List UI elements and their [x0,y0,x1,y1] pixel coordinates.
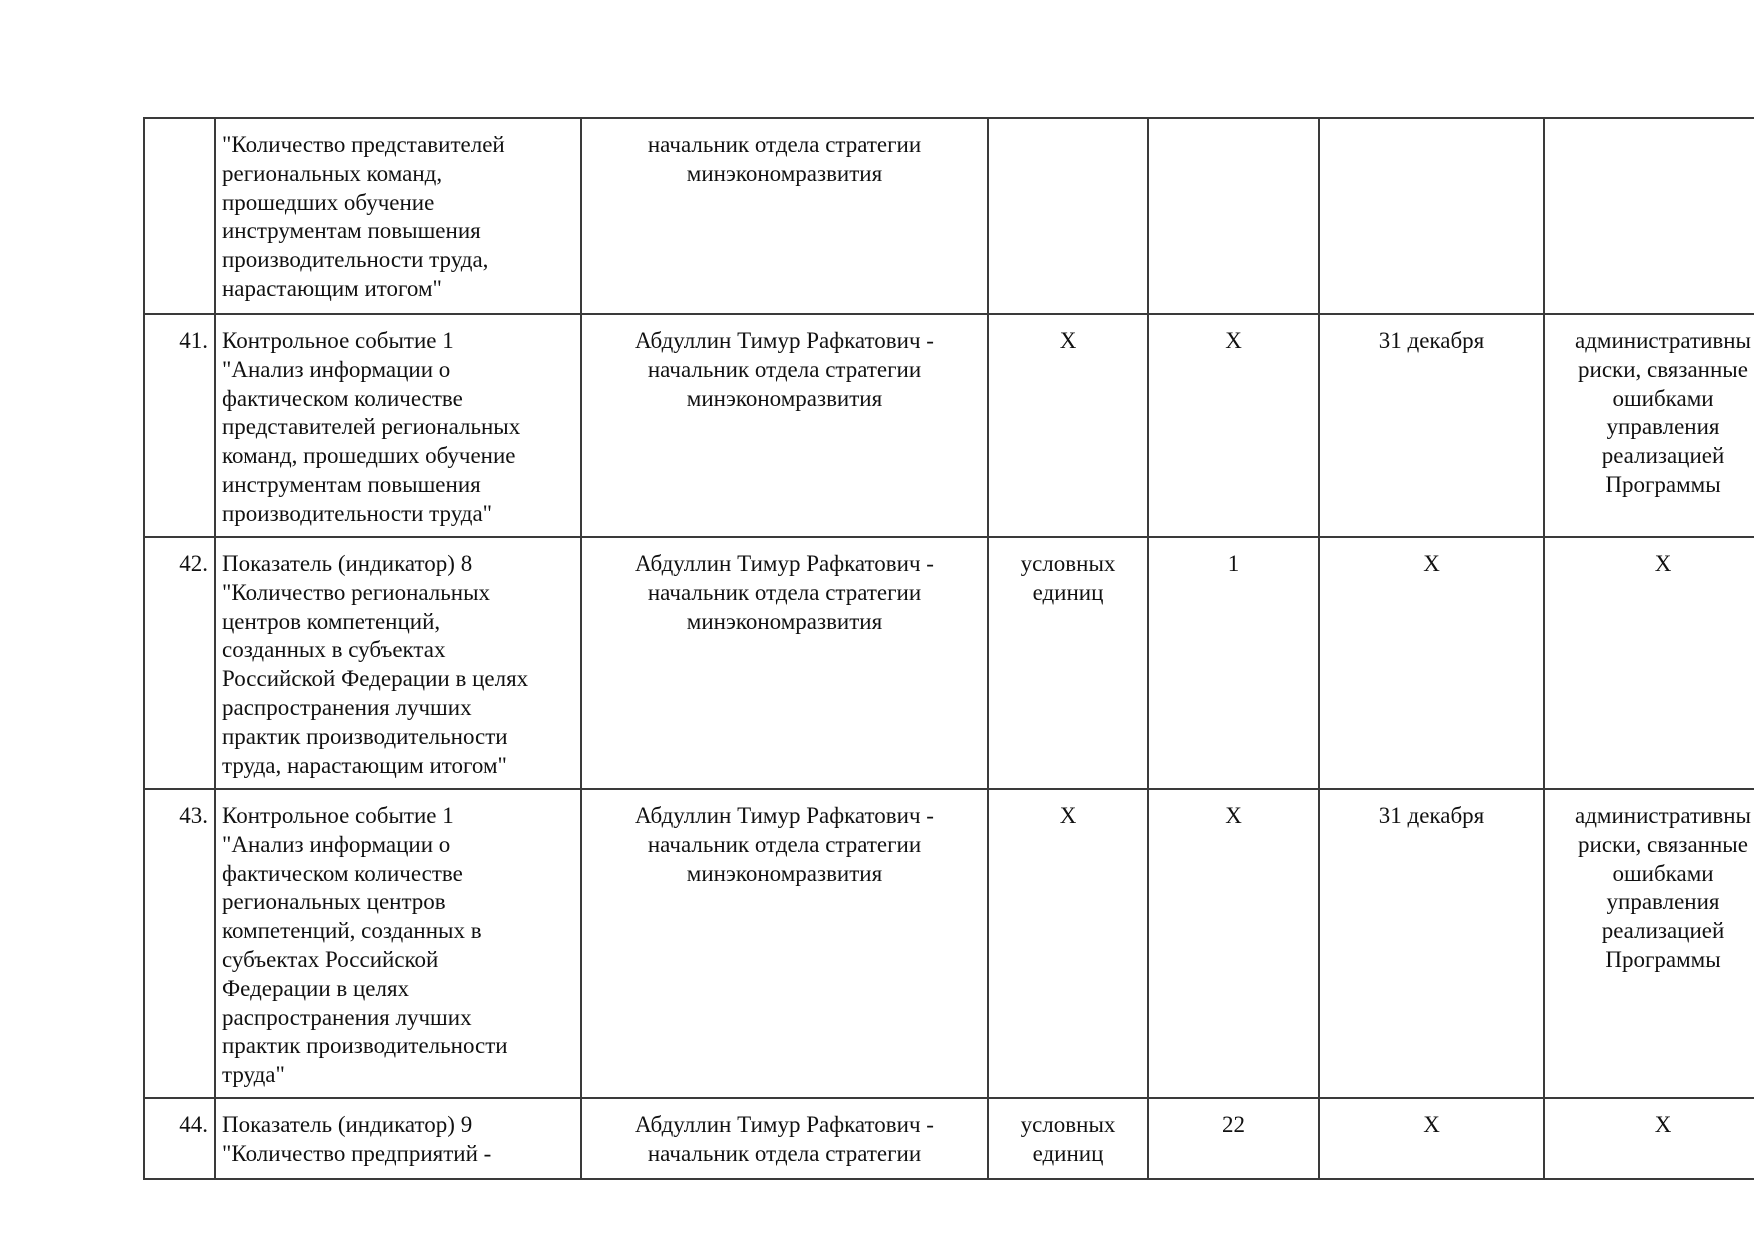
risk-line: X [1654,1112,1672,1137]
unit-line: условных [1020,551,1116,576]
name-line: Контрольное событие 1 [222,803,454,828]
risk-cell [1544,537,1754,789]
name-line: региональных центров [222,889,446,915]
row-number-cell: 43. [144,789,215,1098]
risk-line: управления [1606,889,1720,915]
indicator-name-cell [215,537,581,789]
table-row [144,118,1754,314]
value-cell: X [1148,314,1319,537]
date-cell: X [1319,537,1544,789]
name-line: представителей региональных [222,414,521,440]
risk-text [1558,327,1754,500]
row-number-cell: 42. [144,537,215,789]
name-line: прошедших обучение [222,189,435,215]
responsible-line: начальник отдела стратегии [647,1140,922,1166]
name-line: труда" [222,1062,285,1088]
risk-text [1558,550,1754,579]
responsible-cell [581,1098,988,1179]
name-line: "Анализ информации о [222,831,451,857]
name-line: практик производительности [222,723,508,749]
risk-cell [1544,118,1754,314]
date-cell: 31 декабря [1319,314,1544,537]
table-row [144,314,1754,537]
name-line: центров компетенций, [222,608,441,634]
unit-cell [988,314,1148,537]
name-line: нарастающим итогом" [222,275,442,301]
name-line: труда, нарастающим итогом" [222,752,507,778]
name-line: Федерации в целях [222,975,410,1001]
name-line: "Анализ информации о [222,356,451,382]
row-number-cell [144,118,215,314]
program-plan-table [143,117,1754,1180]
risk-cell [1544,314,1754,537]
unit-line: единиц [1032,579,1104,605]
value-cell: X [1148,789,1319,1098]
unit-cell [988,118,1148,314]
name-line: компетенций, созданных в [222,918,482,944]
responsible-line: минэкономразвития [686,160,883,186]
responsible-cell [581,118,988,314]
responsible-line: минэкономразвития [686,860,883,886]
name-line: распространения лучших [222,694,472,720]
name-line: созданных в субъектах [222,637,446,663]
name-line: региональных команд, [222,160,443,186]
event-name-cell [215,118,581,314]
risk-line: ошибками [1612,860,1714,886]
event-name-cell [215,789,581,1098]
table-body [144,118,1754,1179]
unit-line: единиц [1032,1140,1104,1166]
unit-cell [988,1098,1148,1179]
value-cell: 22 [1148,1098,1319,1179]
responsible-line: минэкономразвития [686,608,883,634]
name-line: команд, прошедших обучение [222,443,516,469]
risk-line: риски, связанные [1578,356,1748,382]
unit-cell [988,537,1148,789]
responsible-cell [581,537,988,789]
date-cell [1319,118,1544,314]
name-line: Показатель (индикатор) 8 [222,551,473,576]
responsible-cell [581,314,988,537]
name-line: "Количество представителей [222,132,505,157]
unit-line: X [1059,803,1077,828]
row-number-cell: 44. [144,1098,215,1179]
name-line: инструментам повышения [222,218,481,244]
risk-line: X [1654,551,1672,576]
indicator-name-cell [215,1098,581,1179]
name-line: субъектах Российской [222,946,439,972]
name-line: Контрольное событие 1 [222,328,454,353]
value-cell [1148,118,1319,314]
risk-line: реализацией [1601,443,1725,469]
risk-text [1558,802,1754,975]
risk-line: Программы [1605,946,1721,972]
date-cell: X [1319,1098,1544,1179]
date-cell: 31 декабря [1319,789,1544,1098]
risk-line: административны [1574,328,1752,353]
responsible-line: Абдуллин Тимур Рафкатович - [635,803,934,828]
name-line: Показатель (индикатор) 9 [222,1112,473,1137]
responsible-line: минэкономразвития [686,385,883,411]
responsible-line: Абдуллин Тимур Рафкатович - [635,1112,934,1137]
risk-cell [1544,1098,1754,1179]
responsible-line: начальник отдела стратегии [647,579,922,605]
name-line: фактическом количестве [222,385,463,411]
responsible-cell [581,789,988,1098]
unit-cell [988,789,1148,1098]
name-line: "Количество региональных [222,579,491,605]
risk-text [1558,1111,1754,1140]
name-line: распространения лучших [222,1004,472,1030]
responsible-line: начальник отдела стратегии [647,831,922,857]
value-cell: 1 [1148,537,1319,789]
risk-line: ошибками [1612,385,1714,411]
responsible-line: Абдуллин Тимур Рафкатович - [635,328,934,353]
table-row [144,1098,1754,1179]
risk-line: реализацией [1601,918,1725,944]
responsible-line: начальник отдела стратегии [647,132,922,157]
event-name-cell [215,314,581,537]
row-number-cell: 41. [144,314,215,537]
responsible-line: начальник отдела стратегии [647,356,922,382]
name-line: Российской Федерации в целях [222,666,529,692]
name-line: инструментам повышения [222,471,481,497]
unit-line: условных [1020,1112,1116,1137]
name-line: практик производительности [222,1033,508,1059]
table-row [144,537,1754,789]
responsible-line: Абдуллин Тимур Рафкатович - [635,551,934,576]
name-line: производительности труда" [222,500,493,526]
risk-line: Программы [1605,471,1721,497]
risk-line: риски, связанные [1578,831,1748,857]
table-row [144,789,1754,1098]
name-line: фактическом количестве [222,860,463,886]
risk-line: административны [1574,803,1752,828]
name-line: "Количество предприятий - [222,1140,492,1166]
name-line: производительности труда, [222,247,489,273]
risk-cell [1544,789,1754,1098]
unit-line: X [1059,328,1077,353]
risk-line: управления [1606,414,1720,440]
